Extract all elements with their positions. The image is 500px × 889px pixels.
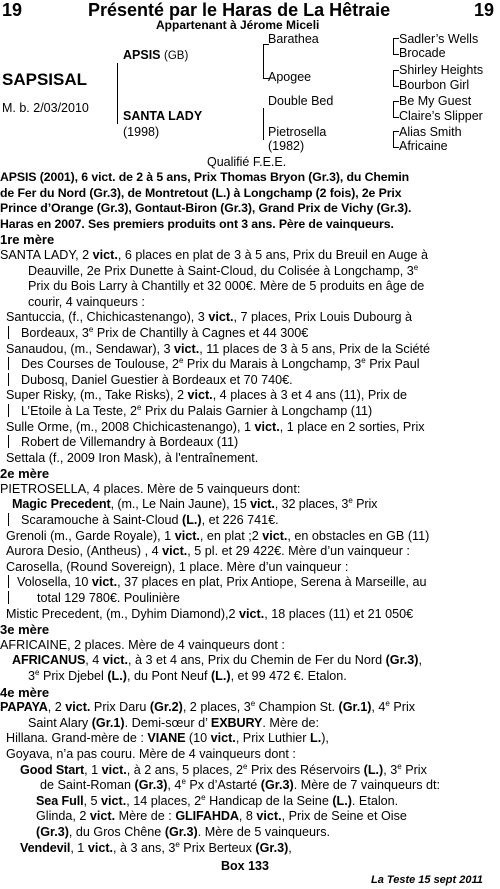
sale-date: La Teste 15 sept 2011 [371,874,483,886]
text-line: Mistic Precedent, (m., Dyhim Diamond),2 vict., 18 places (11) et 21 050€ [6,606,414,621]
lot-number-left: 19 [2,0,23,20]
pedigree-bracket [393,48,399,55]
grandsire-1: Barathea [268,32,319,46]
text-line: Glinda, 2 vict. Mère de : GLIFAHDA, 8 vict., Prix de Seine et Oise [36,809,407,824]
text-line: PAPAYA, 2 vict. Prix Daru (Gr.2), 2 places, 3e Champion St. (Gr.1), 4e Prix [0,699,416,715]
text-line: Carosella, (Round Sovereign), 1 place. Mère d’un vainqueur : [6,559,349,574]
grandsire-4-year: (1982) [268,139,305,153]
pedigree-bracket [393,141,399,148]
pedigree-bracket [393,111,399,118]
text-line: Grenoli (m., Garde Royale), 1 vict., en plat ;2 vict., en obstacles en GB (11) [6,528,430,543]
great-grandsire-7: Alias Smith [399,125,462,139]
text-line: Robert de Villemandry à Bordeaux (11) [0,435,500,451]
section-first-dam: 1re mère [0,232,55,248]
grandsire-3: Double Bed [268,94,334,108]
text-line: Hillana. Grand-mère de : VIANE (10 vict., Prix Luthier L.), [6,731,329,746]
dam-year: (1998) [123,125,160,139]
text-line: Vendevil, 1 vict., à 3 ans, 3e Prix Berteux (Gr.3), [20,839,292,855]
great-grandsire-4: Bourbon Girl [399,78,470,92]
section-third-dam: 3e mère [0,622,50,638]
text-line: AFRICAINE, 2 places. Mère de 4 vainqueurs dont : [0,637,285,652]
text-line: Prix du Bois Larry à Chantilly et 32 000€. Mère de 5 produits en âge de [28,279,425,294]
page-title: Présenté par le Haras de La Hêtraie [88,0,391,20]
text-line: Santuccia, (f., Chichicastenango), 3 vict., 7 places, Prix Louis Dubourg à [6,310,413,325]
qualification: Qualifié F.E.E. [207,155,287,169]
section-fourth-dam: 4e mère [0,684,50,700]
great-grandsire-5: Be My Guest [399,94,472,108]
great-grandsire-2: Brocade [399,46,446,60]
text-line: Settala (f., 2009 Iron Mask), à l'entraînement. [6,450,259,465]
pedigree-bracket [117,63,118,124]
sire-text-line: Haras en 2007. Ses premiers produits ont 3 ans. Père de vainqueurs. [0,216,394,231]
text-line: Dubosq, Daniel Guestier à Bordeaux et 70 740€. [0,373,500,389]
great-grandsire-3: Shirley Heights [399,63,484,77]
sire-name: APSIS (GB) [123,48,189,62]
pedigree-notes [0,170,500,856]
text-line: Saint Alary (Gr.1). Demi-sœur d’ EXBURY. Mère de: [28,715,320,730]
text-line: de Saint-Roman (Gr.3), 4e Px d’Astarté (Gr.3). Mère de 7 vainqueurs dt: [40,776,441,793]
text-line: 3e Prix Djebel (L.), du Pont Neuf (L.), et 99 472 €. Etalon. [28,667,347,683]
text-line: PIETROSELLA, 4 places. Mère de 5 vainqueurs dont: [0,481,301,496]
pedigree-bracket [393,80,399,87]
text-line: AFRICANUS, 4 vict., à 3 et 4 ans, Prix du Chemin de Fer du Nord (Gr.3), [12,653,422,668]
text-line: Aurora Desio, (Antheus) , 4 vict., 5 pl. et 29 422€. Mère d’un vainqueur : [6,544,410,559]
text-line: Magic Precedent, (m., Le Nain Jaune), 15 vict., 32 places, 3e Prix [12,496,378,512]
great-grandsire-6: Claire’s Slipper [399,109,483,123]
great-grandsire-8: Africaine [399,139,448,153]
horse-description: M. b. 2/03/2010 [2,101,89,115]
text-line: Scaramouche à Saint-Cloud (L.), et 226 741€. [0,513,500,529]
section-second-dam: 2e mère [0,466,50,482]
grandsire-2: Apogee [268,70,312,84]
text-line: Volosella, 10 vict., 37 places en plat, Prix Antiope, Serena à Marseille, au [0,575,500,591]
sire-text-line: APSIS (2001), 6 vict. de 2 à 5 ans, Prix Thomas Bryon (Gr.3), du Chemin [0,170,410,184]
dam-name: SANTA LADY [123,109,203,123]
text-line: L’Etoile à La Teste, 2e Prix du Palais Garnier à Longchamp (11) [0,404,500,420]
great-grandsire-1: Sadler’s Wells [399,32,479,46]
sire-text-line: de Fer du Nord (Gr.3), de Montretout (L.) à Longchamp (2 fois), 2e Prix [0,185,402,200]
box-number: Box 133 [221,859,269,873]
dam-paragraph: SANTA LADY, 2 vict., 6 places en plat de 3 à 5 ans, Prix du Breuil en Auge à [0,247,428,262]
text-line: Good Start, 1 vict., à 2 ans, 5 places, 2e Prix des Réservoirs (L.), 3e Prix [20,761,427,777]
text-line: Sulle Orme, (m., 2008 Chichicastenango), 1 vict., 1 place en 2 sorties, Prix [6,419,425,434]
text-line: Deauville, 2e Prix Dunette à Saint-Cloud, du Colisée à Longchamp, 3e [28,262,419,278]
text-line: total 129 780€. Poulinière [0,591,500,607]
text-line: Des Courses de Toulouse, 2e Prix du Marais à Longchamp, 3e Prix Paul [0,357,500,373]
pedigree-bracket [263,108,264,140]
lot-number-right: 19 [474,0,495,20]
sire-text-line: Prince d’Orange (Gr.3), Gontaut-Biron (Gr.3), Grand Prix de Vichy (Gr.3). [0,201,412,216]
text-line: (Gr.3), du Gros Chêne (Gr.3). Mère de 5 vainqueurs. [36,824,331,839]
text-line: Sanaudou, (m., Sendawar), 3 vict., 11 places de 3 à 5 ans, Prix de la Sciété [6,341,431,356]
text-line: Bordeaux, 3e Prix de Chantilly à Cagnes et 44 300€ [0,326,500,342]
grandsire-4: Pietrosella [268,125,327,139]
horse-name: SAPSISAL [2,70,88,89]
text-line: Sea Full, 5 vict., 14 places, 2e Handicap de la Seine (L.). Etalon. [36,792,399,808]
text-line: Super Risky, (m., Take Risks), 2 vict., 4 places à 3 et 4 ans (11), Prix de [6,388,408,403]
text-line: Goyava, n’a pas couru. Mère de 4 vainqueurs dont : [6,746,296,761]
text-line: courir, 4 vainqueurs : [28,294,145,309]
pedigree-bracket [263,70,269,79]
owner-line: Appartenant à Jérome Miceli [156,18,320,32]
